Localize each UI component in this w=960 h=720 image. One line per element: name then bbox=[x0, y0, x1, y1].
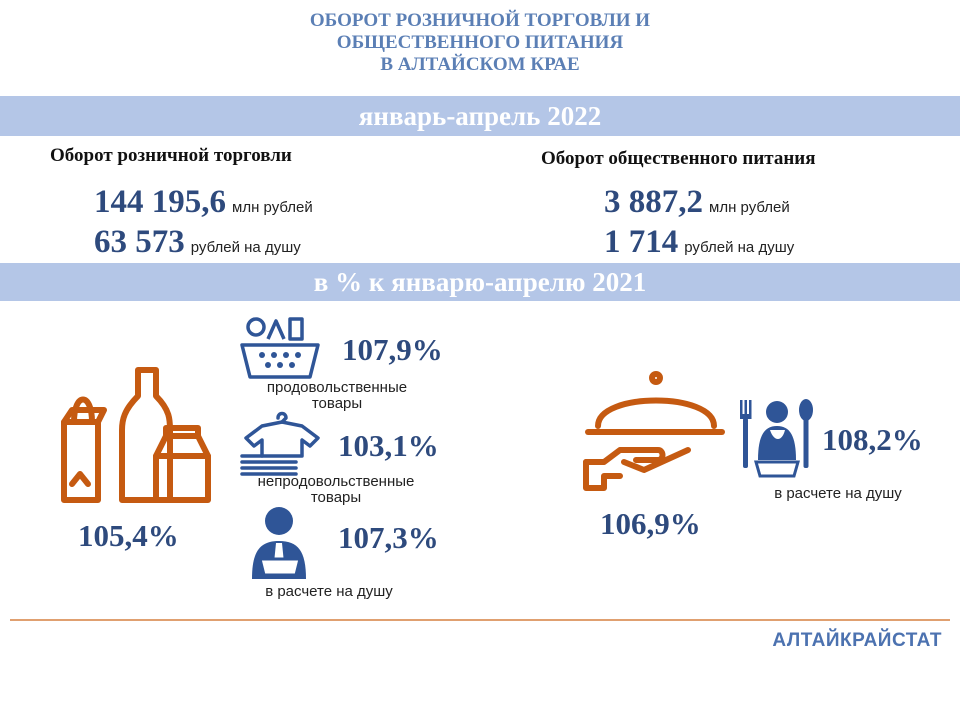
catering-per-capita-value: 1 714 bbox=[604, 224, 679, 260]
food-label-line-1: продовольственные bbox=[266, 379, 408, 396]
person-dining-icon bbox=[738, 398, 816, 478]
food-label-line-2: товары bbox=[311, 395, 363, 412]
nonfood-label bbox=[240, 474, 432, 506]
catering-total-pct: 106,9% bbox=[600, 506, 701, 541]
retail-per-capita-unit: рублей на душу bbox=[190, 239, 301, 256]
catering-per-capita-unit: рублей на душу bbox=[684, 239, 795, 256]
page-title bbox=[0, 10, 960, 76]
serving-cloche-icon bbox=[584, 370, 726, 500]
nonfood-pct: 103,1% bbox=[338, 428, 439, 463]
retail-per-capita-value: 63 573 bbox=[94, 224, 185, 260]
nonfood-label-line-2: товары bbox=[310, 489, 362, 506]
catering-per-capita-pct: 108,2% bbox=[822, 422, 923, 457]
footer-divider bbox=[10, 619, 950, 621]
food-pct: 107,9% bbox=[342, 332, 443, 367]
brand-logo-text: АЛТАЙКРАЙСТАТ bbox=[772, 630, 942, 651]
catering-total-value: 3 887,2 bbox=[604, 184, 703, 220]
retail-per-capita bbox=[94, 224, 301, 266]
retail-per-capita-pct: 107,3% bbox=[338, 520, 439, 555]
retail-total-pct: 105,4% bbox=[78, 518, 179, 553]
retail-per-capita-label: в расчете на душу bbox=[265, 583, 393, 600]
food-label bbox=[252, 380, 422, 412]
catering-total-unit: млн рублей bbox=[709, 199, 790, 216]
retail-total-unit: млн рублей bbox=[232, 199, 313, 216]
grocery-basket-icon bbox=[240, 315, 320, 379]
title-line-1: ОБОРОТ РОЗНИЧНОЙ ТОРГОВЛИ И bbox=[309, 10, 651, 31]
compare-band: в % к январю-апрелю 2021 bbox=[0, 263, 960, 301]
retail-total-value: 144 195,6 bbox=[94, 184, 226, 220]
catering-total bbox=[604, 184, 790, 226]
period-band: январь-апрель 2022 bbox=[0, 96, 960, 136]
catering-per-capita bbox=[604, 224, 794, 266]
nonfood-label-line-1: непродовольственные bbox=[257, 473, 415, 490]
retail-heading: Оборот розничной торговли bbox=[50, 145, 292, 166]
title-line-3: В АЛТАЙСКОМ КРАЕ bbox=[380, 54, 580, 75]
clothes-stack-icon bbox=[238, 412, 322, 474]
title-line-2: ОБЩЕСТВЕННОГО ПИТАНИЯ bbox=[336, 32, 624, 53]
retail-total bbox=[94, 184, 313, 226]
catering-heading: Оборот общественного питания bbox=[541, 148, 816, 169]
person-with-basket-icon bbox=[246, 505, 312, 579]
bag-bottle-milk-icon bbox=[58, 366, 218, 506]
catering-per-capita-label: в расчете на душу bbox=[774, 485, 902, 502]
